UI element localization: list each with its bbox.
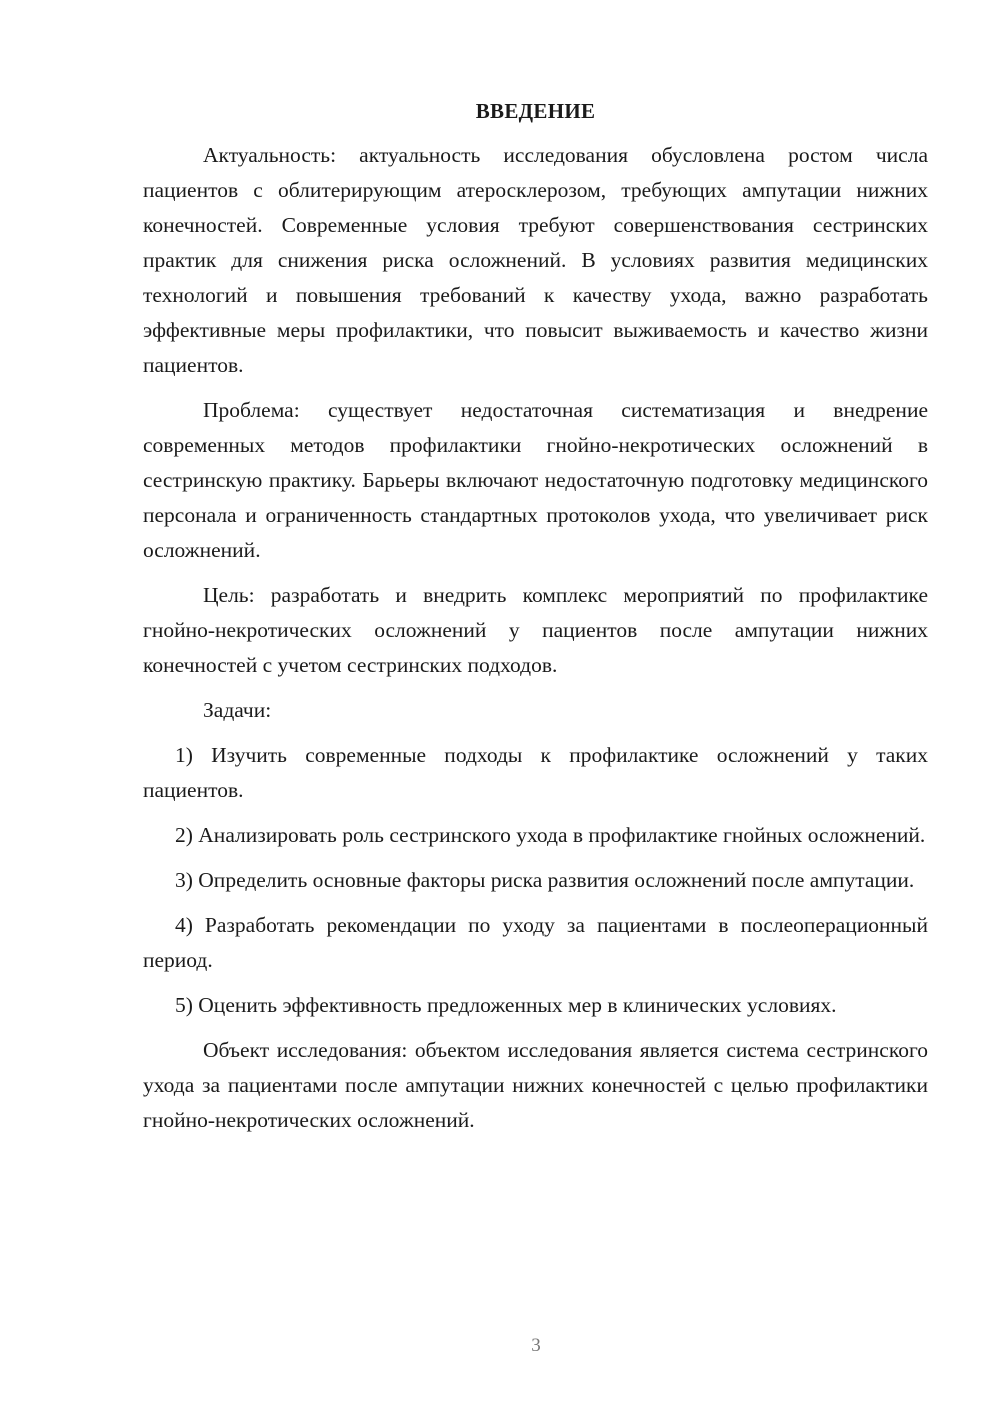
problem-paragraph: Проблема: существует недостаточная систематизация и внедрение современных методов профилактики гнойно-некротических осложнений в сестринскую практику. Барьеры включают недостаточную подготовку медицинского персонала и ограниченность стандартных протоколов ухода, что увеличивает риск осложнений. [143,398,928,562]
section-heading: ВВЕДЕНИЕ [475,99,596,123]
page-content [143,96,928,1138]
relevance-paragraph: Актуальность: актуальность исследования обусловлена ростом числа пациентов с облитерирующим атеросклерозом, требующих ампутации нижних конечностей. Современные условия требуют совершенствования сестринских практик для снижения риска осложнений. В условиях развития медицинских технологий и повышения требований к качеству ухода, важно разработать эффективные меры профилактики, что повысит выживаемость и качество жизни пациентов. [143,143,928,377]
page-number: 3 [531,1335,541,1356]
task-item: 3) Определить основные факторы риска развития осложнений после ампутации. [175,868,915,892]
task-item: 2) Анализировать роль сестринского ухода в профилактике гнойных осложнений. [175,823,926,847]
goal-paragraph: Цель: разработать и внедрить комплекс мероприятий по профилактике гнойно-некротических осложнений у пациентов после ампутации нижних конечностей с учетом сестринских подходов. [143,583,928,677]
task-item: 4) Разработать рекомендации по уходу за пациентами в послеоперационный период. [143,913,928,972]
tasks-label: Задачи: [203,698,272,722]
object-paragraph: Объект исследования: объектом исследования является система сестринского ухода за пациентами после ампутации нижних конечностей с целью профилактики гнойно-некротических осложнений. [143,1038,928,1132]
task-item: 1) Изучить современные подходы к профилактике осложнений у таких пациентов. [143,743,928,802]
task-item: 5) Оценить эффективность предложенных мер в клинических условиях. [175,993,837,1017]
